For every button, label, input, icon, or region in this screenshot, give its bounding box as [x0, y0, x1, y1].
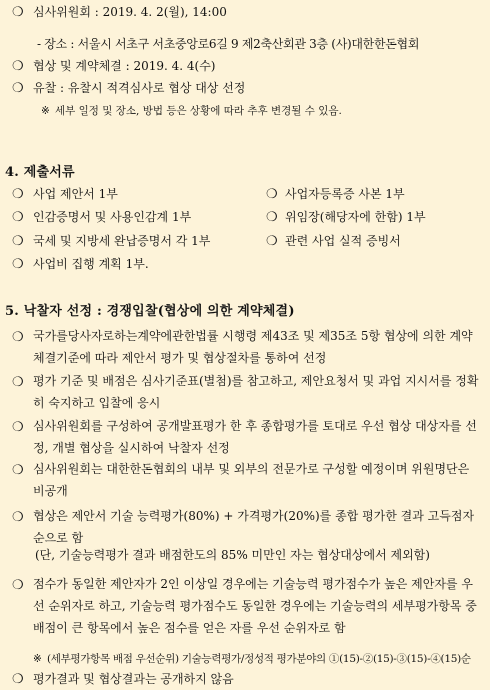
bullet-icon: ❍	[12, 672, 24, 687]
bullet-icon: ❍	[12, 5, 24, 20]
selection-item: 협상은 제안서 기술 능력평가(80%) + 가격평가(20%)를 종합 평가한 결과 고득점자순으로 함	[33, 509, 475, 545]
doc-item: 사업 제안서 1부	[33, 187, 118, 201]
selection-item: 평가 기준 및 배점은 심사기준표(별첨)를 참고하고, 제안요청서 및 과업 지시서를 정확히 숙지하고 입찰에 응시	[33, 374, 479, 410]
committee-date-item: 심사위원회 : 2019. 4. 2(월), 14:00	[33, 5, 227, 19]
selection-item: 심사위원회는 대한한돈협회의 내부 및 외부의 전문가로 구성할 예정이며 위원명단은 비공개	[33, 462, 470, 498]
bullet-icon: ❍	[266, 187, 278, 202]
doc-item: 사업비 집행 계획 1부.	[33, 257, 149, 271]
venue-line: - 장소 : 서울시 서초구 서초중앙로6길 9 제2축산회관 3층 (사)대한한돈협회	[37, 37, 420, 51]
schedule-note: 세부 일정 및 장소, 방법 등은 상황에 따라 추후 변경될 수 있음.	[55, 105, 342, 117]
contract-date-item: 협상 및 계약체결 : 2019. 4. 4(수)	[33, 59, 216, 73]
note-icon: ※	[41, 105, 50, 117]
bullet-icon: ❍	[12, 59, 24, 74]
bullet-icon: ❍	[266, 234, 278, 249]
bullet-icon: ❍	[12, 375, 24, 390]
bullet-icon: ❍	[12, 81, 24, 96]
failed-bid-item: 유찰 : 유찰시 적격심사로 협상 대상 선정	[33, 81, 246, 95]
bullet-icon: ❍	[12, 420, 24, 435]
doc-item: 국세 및 지방세 완납증명서 각 1부	[33, 234, 211, 248]
doc-item: 관련 사업 실적 증빙서	[285, 234, 401, 248]
section-heading-selection: 5. 낙찰자 선정 : 경쟁입찰(협상에 의한 계약체결)	[5, 304, 295, 319]
bullet-icon: ❍	[12, 257, 24, 272]
selection-item: 평가결과 및 협상결과는 공개하지 않음	[33, 672, 234, 686]
doc-item: 인감증명서 및 사용인감계 1부	[33, 210, 192, 224]
bullet-icon: ❍	[12, 234, 24, 249]
selection-item: 심사위원회를 구성하여 공개발표평가 한 후 종합평가를 토대로 우선 협상 대상자를 선정, 개별 협상을 실시하여 낙찰자 선정	[33, 419, 477, 455]
doc-item: 사업자등록증 사본 1부	[285, 187, 405, 201]
section-heading-documents: 4. 제출서류	[5, 165, 75, 180]
bullet-icon: ❍	[12, 578, 24, 593]
selection-item: 점수가 동일한 제안자가 2인 이상일 경우에는 기술능력 평가점수가 높은 제안자를 우선 순위자로 하고, 기술능력 평가점수도 동일한 경우에는 기술능력의 세부평가항목 중 배점이 큰 항목에서 높은 점수를 얻은 자를 우선 순위자로 함	[33, 577, 477, 635]
selection-item: 국가를당사자로하는계약에관한법률 시행령 제43조 및 제35조 5항 협상에 의한 계약체결기준에 따라 제안서 평가 및 협상절차를 통하여 선정	[33, 329, 473, 365]
selection-subnote: (단, 기술능력평가 결과 배점한도의 85% 미만인 자는 협상대상에서 제외함)	[35, 548, 430, 562]
bullet-icon: ❍	[12, 330, 24, 345]
bullet-icon: ❍	[12, 210, 24, 225]
bullet-icon: ❍	[12, 510, 24, 525]
bullet-icon: ❍	[12, 463, 24, 478]
priority-note: (세부평가항목 배점 우선순위) 기술능력평가/정성적 평가분야의 ①(15)-②(15)-③(15)-④(15)순	[47, 653, 471, 665]
bullet-icon: ❍	[12, 187, 24, 202]
doc-item: 위임장(해당자에 한함) 1부	[285, 210, 426, 224]
note-icon: ※	[33, 653, 42, 665]
bullet-icon: ❍	[266, 210, 278, 225]
